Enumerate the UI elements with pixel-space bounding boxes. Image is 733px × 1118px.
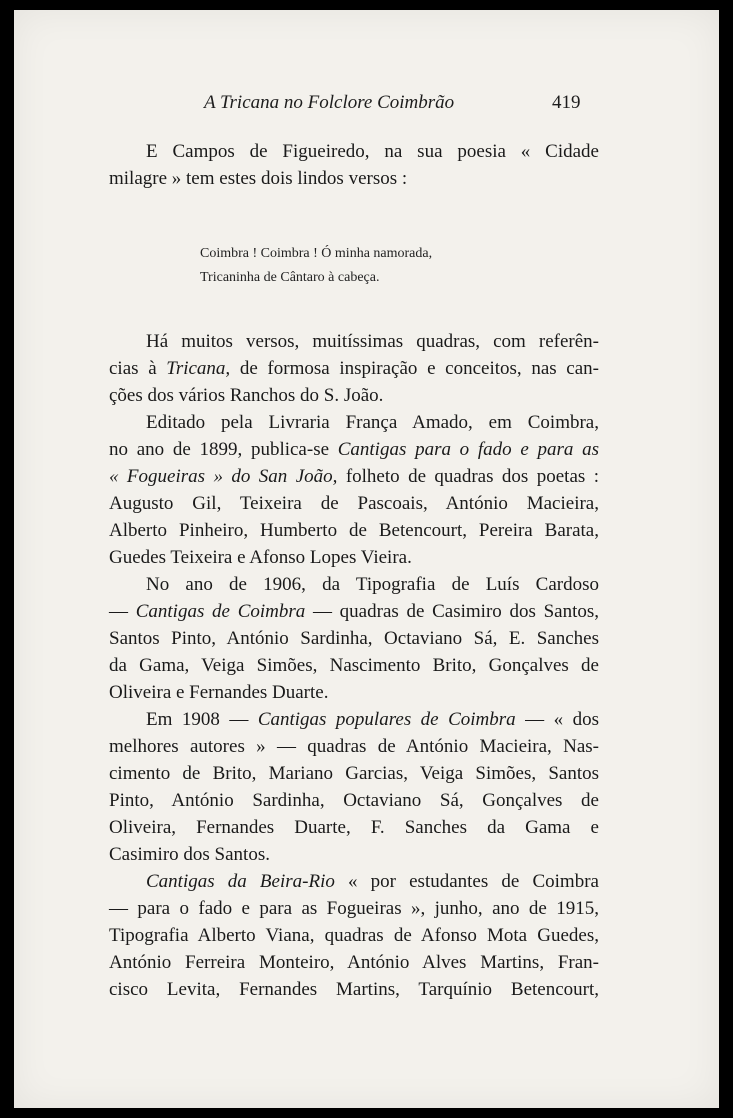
text-run: cias à (109, 358, 167, 379)
text-line (109, 544, 599, 571)
verse-quote (200, 242, 432, 290)
text-line (109, 355, 599, 382)
text-line (109, 490, 599, 517)
text-run: — « dos (515, 709, 599, 730)
paragraph (109, 328, 599, 409)
text-line (109, 760, 599, 787)
text-line (109, 949, 599, 976)
text-line (109, 382, 599, 409)
text-run: Pinto, António Sardinha, Octaviano Sá, Gonçalves de (109, 790, 599, 811)
italic-title-text: Cantigas da Beira-Rio (146, 871, 335, 892)
text-run: cisco Levita, Fernandes Martins, Tarquínio Betencourt, (109, 979, 599, 1000)
paragraph (109, 706, 599, 868)
text-run: — quadras de Casimiro dos Santos, (305, 601, 600, 622)
text-run: Augusto Gil, Teixeira de Pascoais, António Macieira, (109, 493, 599, 514)
text-line (109, 571, 599, 598)
text-line (109, 706, 599, 733)
text-line (109, 841, 599, 868)
text-line (109, 625, 599, 652)
text-line (109, 976, 599, 1003)
text-line (109, 814, 599, 841)
text-line (109, 328, 599, 355)
page-number: 419 (552, 92, 581, 113)
header-title: A Tricana no Folclore Coimbrão (204, 92, 455, 113)
text-line (109, 787, 599, 814)
intro-paragraph (109, 138, 599, 192)
text-run: no ano de 1899, publica-se (109, 439, 338, 460)
text-run: melhores autores » — quadras de António Macieira, Nas- (109, 736, 599, 757)
text-line (109, 409, 599, 436)
body-text (109, 328, 599, 1003)
text-line (109, 598, 599, 625)
text-run: ções dos vários Ranchos do S. João. (109, 385, 384, 406)
paragraph (109, 571, 599, 706)
text-line (109, 733, 599, 760)
text-line (109, 895, 599, 922)
italic-title-text: Cantigas de Coimbra (135, 601, 306, 622)
text-run: Santos Pinto, António Sardinha, Octaviano Sá, E. Sanches (109, 628, 599, 649)
text-run: Editado pela Livraria França Amado, em Coimbra, (146, 412, 599, 433)
italic-title-text: Cantigas populares de Coimbra (257, 709, 516, 730)
text-run: da Gama, Veiga Simões, Nascimento Brito, Gonçalves de (109, 655, 599, 676)
italic-title-text: « Fogueiras » do San João, (109, 466, 338, 487)
book-page (14, 10, 719, 1108)
paragraph (109, 409, 599, 571)
text-run: folheto de quadras dos poetas : (337, 466, 599, 487)
text-run: Guedes Teixeira e Afonso Lopes Vieira. (109, 547, 412, 568)
paragraph (109, 868, 599, 1003)
text-run: António Ferreira Monteiro, António Alves Martins, Fran- (109, 952, 599, 973)
text-line (109, 652, 599, 679)
italic-title-text: Tricana, (166, 358, 231, 379)
text-run: — (109, 601, 136, 622)
text-line (109, 922, 599, 949)
text-run: Alberto Pinheiro, Humberto de Betencourt, Pereira Barata, (109, 520, 599, 541)
text-run: — para o fado e para as Fogueiras », junho, ano de 1915, (109, 898, 599, 919)
text-run: No ano de 1906, da Tipografia de Luís Cardoso (146, 574, 599, 595)
text-line: E Campos de Figueiredo, na sua poesia « Cidade (146, 141, 599, 162)
text-line (109, 679, 599, 706)
text-run: cimento de Brito, Mariano Garcias, Veiga Simões, Santos (109, 763, 599, 784)
text-line (109, 436, 599, 463)
text-run: de formosa inspiração e conceitos, nas can- (230, 358, 599, 379)
text-run: Tipografia Alberto Viana, quadras de Afonso Mota Guedes, (109, 925, 599, 946)
text-run: Em 1908 — (146, 709, 258, 730)
text-line (109, 868, 599, 895)
text-line (109, 517, 599, 544)
verse-line: Coimbra ! Coimbra ! Ó minha namorada, (200, 246, 433, 261)
text-run: Oliveira, Fernandes Duarte, F. Sanches da Gama e (109, 817, 599, 838)
text-run: « por estudantes de Coimbra (334, 871, 599, 892)
text-line: milagre » tem estes dois lindos versos : (109, 168, 408, 189)
text-line (109, 463, 599, 490)
text-run: Há muitos versos, muitíssimas quadras, com referên- (146, 331, 599, 352)
text-run: Casimiro dos Santos. (109, 844, 270, 865)
text-run: Oliveira e Fernandes Duarte. (109, 682, 329, 703)
verse-line: Tricaninha de Cântaro à cabeça. (200, 270, 380, 285)
italic-title-text: Cantigas para o fado e para as (337, 439, 599, 460)
